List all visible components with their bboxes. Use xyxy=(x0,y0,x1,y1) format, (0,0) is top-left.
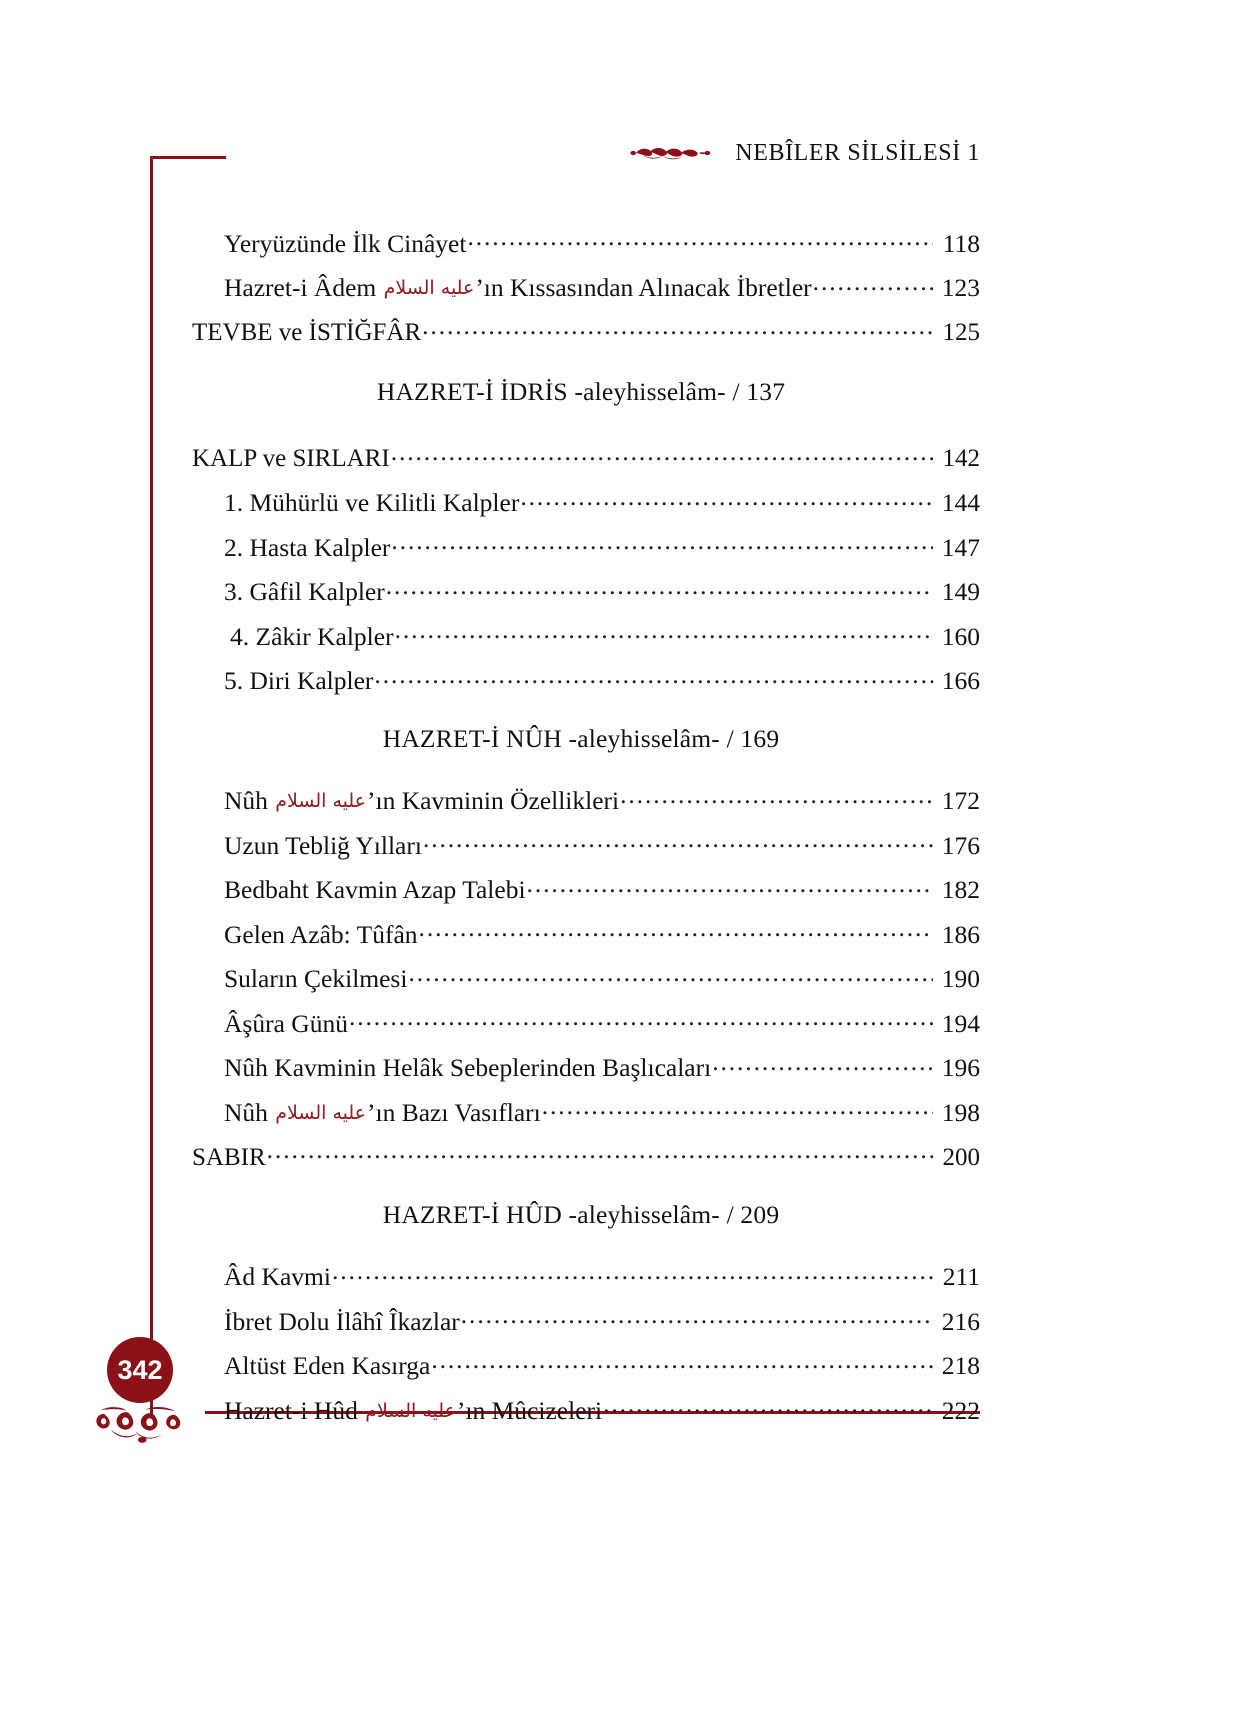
toc-entry-page-number: 186 xyxy=(941,919,980,949)
toc-entry-text-before: Gelen Azâb: Tûfân xyxy=(224,919,418,949)
dot-leader xyxy=(527,873,933,899)
toc-entry[interactable] xyxy=(230,619,980,649)
toc-entry-page-number: 166 xyxy=(941,666,980,695)
toc-entry-page-number: 172 xyxy=(941,786,980,815)
toc-entry-text-before: Hazret-i Hûd xyxy=(224,1395,365,1425)
toc-entry-label xyxy=(224,228,467,258)
toc-entry-label xyxy=(192,446,390,471)
toc-entry-label xyxy=(224,668,373,694)
toc-entry-page-number: 182 xyxy=(941,875,980,904)
page-header xyxy=(150,133,980,173)
toc-entry[interactable] xyxy=(224,575,980,605)
toc-entry-text-before: SABIR xyxy=(192,1143,266,1171)
toc-entry-text-before: 4. Zâkir Kalpler xyxy=(230,621,394,651)
toc-entry-text-after: ’ın Mûcizeleri xyxy=(456,1395,603,1425)
toc-entry[interactable] xyxy=(224,962,980,992)
toc-entry[interactable] xyxy=(192,1140,980,1170)
toc-entry[interactable] xyxy=(224,1260,980,1290)
dot-leader xyxy=(332,1260,933,1286)
toc-entry-label xyxy=(224,1055,711,1081)
dot-leader xyxy=(542,1095,933,1121)
dot-leader xyxy=(349,1006,933,1032)
toc-entry-text-before: Nûh xyxy=(224,786,275,815)
toc-entry-page-number: 160 xyxy=(941,621,980,651)
toc-entry-label xyxy=(224,919,418,949)
toc-entry-page-number: 142 xyxy=(942,445,980,472)
toc-entry[interactable] xyxy=(192,441,980,471)
dot-leader xyxy=(391,530,933,556)
dot-leader xyxy=(603,1393,933,1419)
chapter-heading: HAZRET-İ HÛD -aleyhisselâm- / 209 xyxy=(382,1199,780,1229)
dot-leader xyxy=(813,271,933,297)
page-number-badge: 342 xyxy=(107,1337,173,1403)
toc-entry[interactable] xyxy=(224,226,980,256)
toc-entry-text-before: 1. Mühürlü ve Kilitli Kalpler xyxy=(224,488,520,517)
toc-entry-text-before: Âd Kavmi xyxy=(224,1262,331,1291)
toc-entry-text-before: 2. Hasta Kalpler xyxy=(224,532,391,562)
toc-entry-label xyxy=(224,579,385,605)
toc-entry-label xyxy=(224,1264,331,1290)
toc-entry-label xyxy=(224,788,619,814)
toc-entry[interactable] xyxy=(224,917,980,947)
toc-entry-page-number: 176 xyxy=(941,830,980,860)
dot-leader xyxy=(419,917,933,943)
dot-leader xyxy=(395,619,933,645)
toc-entry-label xyxy=(224,490,519,516)
dot-leader xyxy=(431,1349,933,1375)
toc-entry-text-before: TEVBE ve İSTİĞFÂR xyxy=(192,319,422,346)
toc-entry-page-number: 123 xyxy=(941,273,980,302)
toc-entry-text-after: ’ın Bazı Vasıfları xyxy=(367,1097,541,1127)
toc-entry-page-number: 190 xyxy=(941,964,980,993)
toc-entry-page-number: 198 xyxy=(941,1097,980,1127)
toc-entry-text-before: Nûh Kavminin Helâk Sebeplerinden Başlıcaları xyxy=(224,1053,712,1082)
toc-entry[interactable] xyxy=(224,1349,980,1379)
toc-entry-text-after: ’ın Kavminin Özellikleri xyxy=(367,786,620,815)
chapter-heading: HAZRET-İ İDRİS -aleyhisselâm- / 137 xyxy=(376,377,786,406)
toc-entry[interactable] xyxy=(224,1304,980,1334)
toc-entry-page-number: 216 xyxy=(941,1306,980,1336)
left-red-rule xyxy=(150,156,153,1414)
toc-entry-text-before: Bedbaht Kavmin Azap Talebi xyxy=(224,875,526,904)
toc-entry-label xyxy=(230,621,394,651)
dot-leader xyxy=(422,315,933,340)
dot-leader xyxy=(374,664,933,690)
toc-entry-label xyxy=(192,1145,266,1170)
toc-entry[interactable] xyxy=(224,664,980,694)
dot-leader xyxy=(620,784,933,810)
toc-entry[interactable] xyxy=(224,784,980,814)
toc-entry-page-number: 222 xyxy=(941,1395,980,1425)
toc-entry-label xyxy=(192,320,421,345)
toc-entry-page-number: 144 xyxy=(941,488,980,517)
toc-entry-text-before: 3. Gâfil Kalpler xyxy=(224,577,385,606)
aleyhisselam-honorific-icon: عليه السلام xyxy=(383,277,475,299)
toc-entry-label xyxy=(224,1306,460,1336)
toc-entry-text-before: KALP ve SIRLARI xyxy=(192,445,390,472)
toc-entry-text-before: Hazret-i Âdem xyxy=(224,273,383,302)
toc-entry-label xyxy=(224,1353,430,1379)
dot-leader xyxy=(467,226,933,252)
toc-entry[interactable] xyxy=(224,828,980,858)
aleyhisselam-honorific-icon: عليه السلام xyxy=(275,790,367,812)
toc-entry-text-before: Uzun Tebliğ Yılları xyxy=(224,830,422,860)
toc-entry-page-number: 196 xyxy=(941,1053,980,1082)
toc-entry[interactable] xyxy=(224,1393,980,1423)
toc-entry-text-before: Âşûra Günü xyxy=(224,1008,348,1038)
toc-entry-page-number: 125 xyxy=(942,319,980,346)
toc-entry-page-number: 218 xyxy=(941,1351,980,1380)
toc-entry[interactable] xyxy=(192,315,980,345)
toc-entry-label xyxy=(224,966,407,992)
toc-entry[interactable] xyxy=(224,486,980,516)
toc-entry-label xyxy=(224,532,391,562)
toc-entry[interactable] xyxy=(224,1006,980,1036)
toc-entry[interactable] xyxy=(224,271,980,301)
toc-entry-page-number: 194 xyxy=(941,1008,980,1038)
toc-entry-text-before: Altüst Eden Kasırga xyxy=(224,1351,431,1380)
toc-entry[interactable] xyxy=(224,1095,980,1125)
toc-entry[interactable] xyxy=(224,873,980,903)
toc-entry-text-before: Suların Çekilmesi xyxy=(224,964,408,993)
toc-entry-text-before: Nûh xyxy=(224,1097,275,1127)
toc-entry-text-before: İbret Dolu İlâhî Îkazlar xyxy=(224,1306,460,1336)
dot-leader xyxy=(408,962,933,988)
toc-entry-label xyxy=(224,877,526,903)
toc-entry-label xyxy=(224,1097,541,1127)
floral-corner-ornament-icon xyxy=(92,1405,196,1447)
toc-entry-page-number: 200 xyxy=(942,1143,980,1171)
dot-leader xyxy=(386,575,933,601)
toc-entry-page-number: 211 xyxy=(942,1262,980,1291)
toc-entry-label xyxy=(224,275,812,301)
dot-leader xyxy=(391,441,933,466)
book-title: NEBÎLER SİLSİLESİ 1 xyxy=(735,139,980,166)
aleyhisselam-honorific-icon: عليه السلام xyxy=(275,1101,367,1124)
toc-entry-text-after: ’ın Kıssasından Alınacak İbretler xyxy=(475,273,812,302)
dot-leader xyxy=(461,1304,933,1330)
toc-list xyxy=(192,226,980,1438)
toc-entry-page-number: 118 xyxy=(942,228,980,258)
dot-leader xyxy=(423,828,933,854)
toc-entry-text-before: 5. Diri Kalpler xyxy=(224,666,374,695)
toc-entry-page-number: 149 xyxy=(941,577,980,606)
toc-entry-label xyxy=(224,830,422,860)
dot-leader xyxy=(267,1140,933,1165)
floral-ornament-icon xyxy=(629,143,713,163)
dot-leader xyxy=(712,1051,933,1077)
toc-entry-label xyxy=(224,1008,348,1038)
toc-entry-text-before: Yeryüzünde İlk Cinâyet xyxy=(224,228,467,258)
toc-entry[interactable] xyxy=(224,530,980,560)
chapter-heading: HAZRET-İ NÛH -aleyhisselâm- / 169 xyxy=(382,723,780,753)
toc-entry-page-number: 147 xyxy=(941,532,980,562)
toc-entry-label xyxy=(224,1395,603,1425)
dot-leader xyxy=(520,486,933,512)
toc-entry[interactable] xyxy=(224,1051,980,1081)
aleyhisselam-honorific-icon: عليه السلام xyxy=(365,1399,456,1422)
